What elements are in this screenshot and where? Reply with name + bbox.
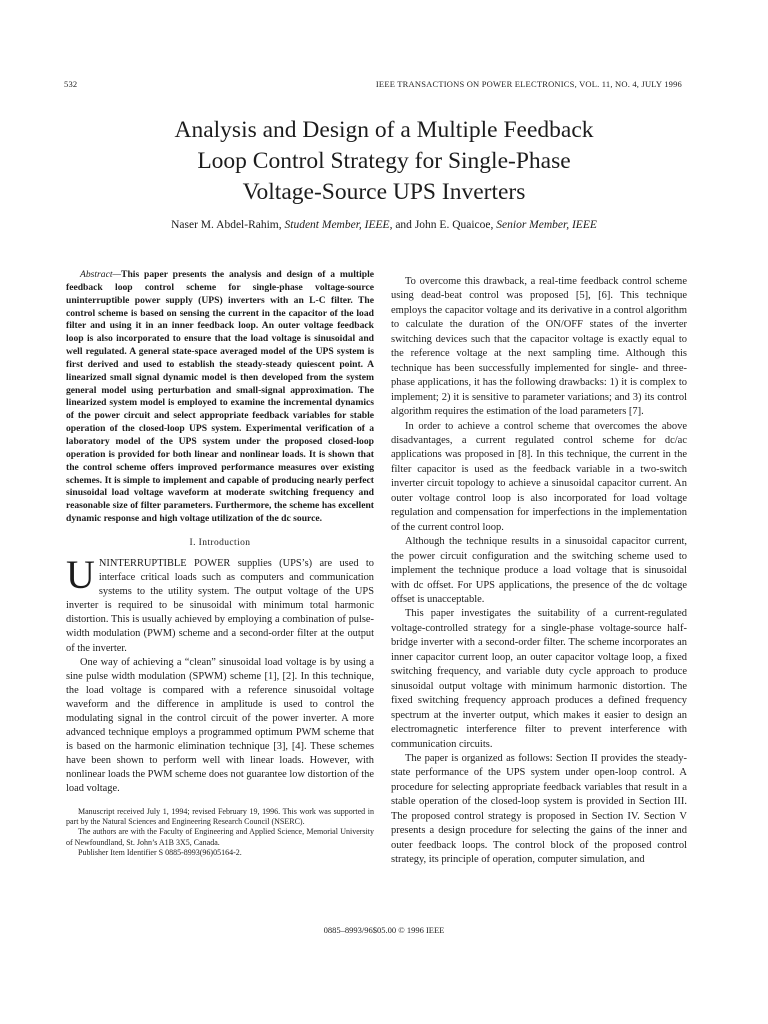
abstract-label: Abstract— — [80, 269, 122, 280]
paper-title — [40, 115, 728, 208]
running-header: IEEE TRANSACTIONS ON POWER ELECTRONICS, VOL. 11, NO. 4, JULY 1996 — [375, 79, 682, 89]
body-paragraph-4: This paper investigates the suitability of a current-regulated voltage-controlled strategy for a single-phase voltage-source half-bridge inverter with a second-order filter. The scheme incorporates an inner capacitor current loop, an outer capacitor voltage loop, a fixed switching frequency, and variable duty cycle approach to produce sinusoidal output voltage with minimum harmonic distortion. The fixed switching frequency approach produces a defined frequency spectrum at the inverter output, which makes it easier to design an electromagnetic interference filter to prevent interference with communication circuits. — [391, 608, 687, 750]
footnote-affiliation: The authors are with the Faculty of Engineering and Applied Science, Memorial University of Newfoundland, St. John’s A1B 3X5, Canada. — [66, 827, 374, 847]
author-1-name: Naser M. Abdel-Rahim, — [171, 219, 282, 231]
author-2-name: John E. Quaicoe, — [414, 219, 494, 231]
left-column — [66, 269, 374, 859]
intro-paragraph-2: One way of achieving a “clean” sinusoidal load voltage is by using a sine pulse width modulation (SPWM) scheme [1], [2]. In this technique, the load voltage is compared with a reference sinusoidal voltage waveform and the difference in amplitude is used to control the modulating signal in the control circuit of the power inverter. A more advanced technique employs a programmed optimum PWM scheme that is based on the harmonic elimination technique [3], [4]. These schemes have been shown to perform well with linear loads. However, with nonlinear loads the PWM scheme does not guarantee low distortion of the load voltage. — [66, 656, 374, 795]
drop-cap: U — [66, 551, 95, 597]
footnote-manuscript: Manuscript received July 1, 1994; revised February 19, 1996. This work was supported in part by the Natural Sciences and Engineering Research Council (NSERC). — [66, 806, 374, 826]
author-line — [40, 219, 728, 231]
footnote-identifier: Publisher Item Identifier S 0885-8993(96)05164-2. — [78, 848, 242, 858]
intro-paragraph-1 — [66, 551, 374, 656]
body-paragraph-5: The paper is organized as follows: Section II provides the steady-state performance of the UPS system under open-loop control. A procedure for selecting appropriate feedback variables that result in a stable operation of the closed-loop system is provided in Section III. The proposed control strategy is proposed in Section IV. Section V presents a design procedure for selecting the gains of the inner and outer feedback loops. The control block of the proposed control strategy, its principle of operation, computer simulation, and — [391, 752, 687, 866]
title-line-1: Analysis and Design of a Multiple Feedback — [174, 117, 594, 143]
page-number: 532 — [64, 79, 78, 89]
body-paragraph-2: In order to achieve a control scheme that overcomes the above disadvantages, a current regulated control scheme for dc/ac applications was proposed in [8]. In this technique, the current in the filter capacitor is used as the feedback variable in a two-switch inverter circuit topology to achieve a sinusoidal capacitor current. An outer voltage control loop is also incorporated for load voltage regulation and compensation for imperfections in the implementation of the current control loop. — [391, 420, 687, 533]
right-column — [391, 275, 687, 868]
title-line-3: Voltage-Source UPS Inverters — [242, 179, 526, 205]
body-paragraph-3: Although the technique results in a sinusoidal capacitor current, the power circuit configuration and the switching scheme used to implement the technique produce a load voltage that is sinusoidal with dc offset. For UPS applications, the presence of the dc voltage offset is unacceptable. — [391, 536, 687, 605]
intro-paragraph-1-text: NINTERRUPTIBLE POWER supplies (UPS’s) are used to interface critical loads such as computers and communication systems to the utility system. The output voltage of the UPS inverter is required to be sinusoidal with minimum total harmonic distortion. This is usually achieved by employing a combination of pulse-width modulation (PWM) scheme and a second-order filter at the output of the inverter. — [66, 557, 374, 654]
body-paragraph-1: To overcome this drawback, a real-time feedback control scheme using dead-beat control was proposed [5], [6]. This technique employs the capacitor voltage and its derivative in a control algorithm to calculate the duration of the ON/OFF states of the inverter switching devices such that the capacitor voltage is exactly equal to the reference voltage at the next sampling time. Although this technique has been successfully implemented for single- and three-phase applications, it has the following drawbacks: 1) it is complex to implement; 2) it is sensitive to parameter variations; and 3) its control algorithm requires the estimation of the load parameters [7]. — [391, 276, 687, 418]
author-2-role: Senior Member, IEEE — [496, 219, 597, 231]
author-conjunction: and — [395, 219, 412, 231]
title-line-2: Loop Control Strategy for Single-Phase — [197, 148, 571, 174]
abstract-text: This paper presents the analysis and design of a multiple feedback loop control scheme for single-phase voltage-source uninterruptible power supply (UPS) inverters with an L-C filter. The control scheme is based on sensing the current in the capacitor of the load filter and using it in an inner feedback loop. An outer voltage feedback loop is also incorporated to ensure that the load voltage is sinusoidal and well regulated. A general state-space averaged model of the UPS system is first derived and used to establish the steady-steady quiescent point. A linearized small signal dynamic model is then developed from the system general model using perturbation and small-signal approximation. The linearized system model is employed to examine the incremental dynamics of the power circuit and select appropriate feedback variables for stable operation of the closed-loop UPS system. Experimental verification of a laboratory model of the UPS system under the proposed closed-loop operation is provided for both linear and nonlinear loads. It is shown that the control scheme offers improved performance measures over existing schemes. It is simple to implement and capable of producing nearly perfect sinusoidal load voltage waveform at moderate switching frequency and reasonable size of filter parameters. Furthermore, the scheme has excellent dynamic response and high voltage utilization of the dc source. — [66, 269, 374, 525]
author-1-role: Student Member, IEEE, — [284, 219, 393, 231]
footnotes — [66, 807, 374, 859]
copyright-line: 0885–8993/96$05.00 © 1996 IEEE — [323, 925, 445, 935]
section-heading-introduction: I. Introduction — [189, 537, 251, 548]
abstract — [66, 269, 374, 526]
